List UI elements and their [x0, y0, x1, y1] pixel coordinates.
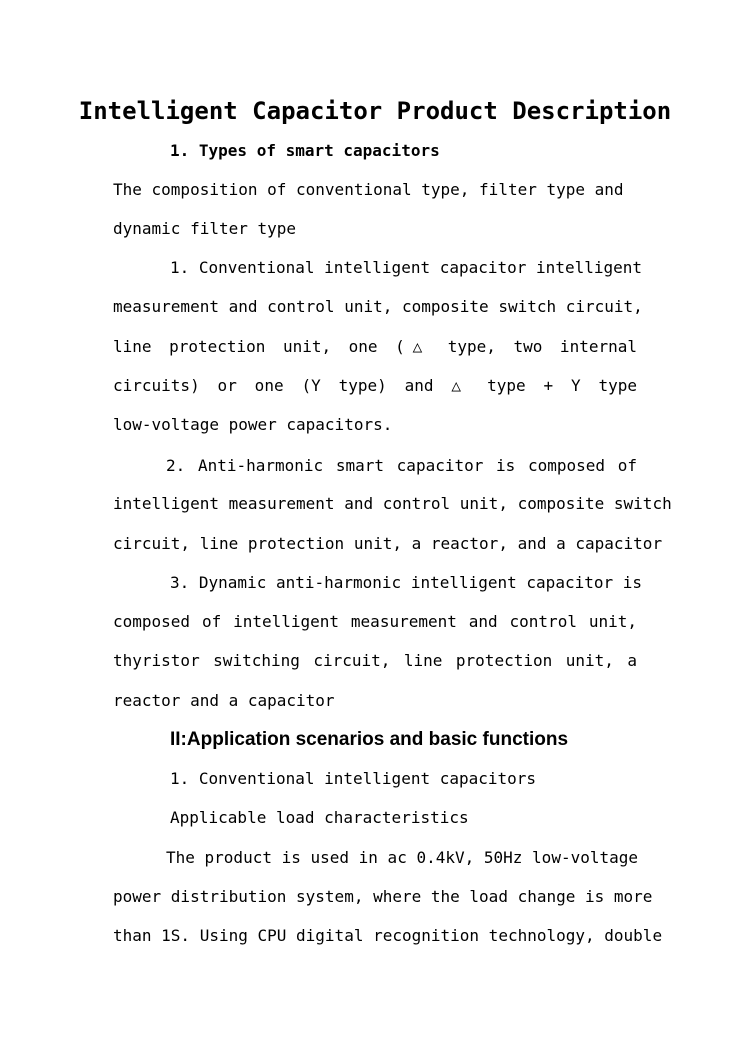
- item1-line-3: line protection unit, one (△ type, two internal: [113, 337, 637, 356]
- item1-line-4: circuits) or one (Y type) and △ type + Y type: [113, 376, 637, 395]
- item3-line-1: 3. Dynamic anti-harmonic intelligent capacitor is: [170, 573, 643, 592]
- document-title: Intelligent Capacitor Product Description: [78, 97, 672, 125]
- item1-line-1: 1. Conventional intelligent capacitor intelligent: [170, 258, 643, 277]
- section-2-subheading-2: Applicable load characteristics: [170, 808, 469, 827]
- item2-line-1: 2. Anti-harmonic smart capacitor is composed of: [166, 456, 637, 475]
- item3-line-2: composed of intelligent measurement and control unit,: [113, 612, 637, 631]
- intro-line-2: dynamic filter type: [113, 219, 297, 238]
- item2-line-3: circuit, line protection unit, a reactor, and a capacitor: [113, 534, 663, 553]
- item2-line-2: intelligent measurement and control unit, composite switch: [113, 494, 672, 513]
- item3-line-3: thyristor switching circuit, line protection unit, a: [113, 651, 637, 670]
- item1-line-2: measurement and control unit, composite switch circuit,: [113, 297, 643, 316]
- section-1-heading: 1. Types of smart capacitors: [170, 141, 440, 160]
- section-2-subheading-1: 1. Conventional intelligent capacitors: [170, 769, 537, 788]
- intro-line-1: The composition of conventional type, filter type and: [113, 180, 624, 199]
- para-line-3: than 1S. Using CPU digital recognition technology, double: [113, 926, 663, 945]
- para-line-2: power distribution system, where the load change is more: [113, 887, 653, 906]
- section-2-heading: II:Application scenarios and basic functions: [170, 729, 569, 750]
- item3-line-4: reactor and a capacitor: [113, 691, 335, 710]
- para-line-1: The product is used in ac 0.4kV, 50Hz low-voltage: [166, 848, 639, 867]
- item1-line-5: low-voltage power capacitors.: [113, 415, 393, 434]
